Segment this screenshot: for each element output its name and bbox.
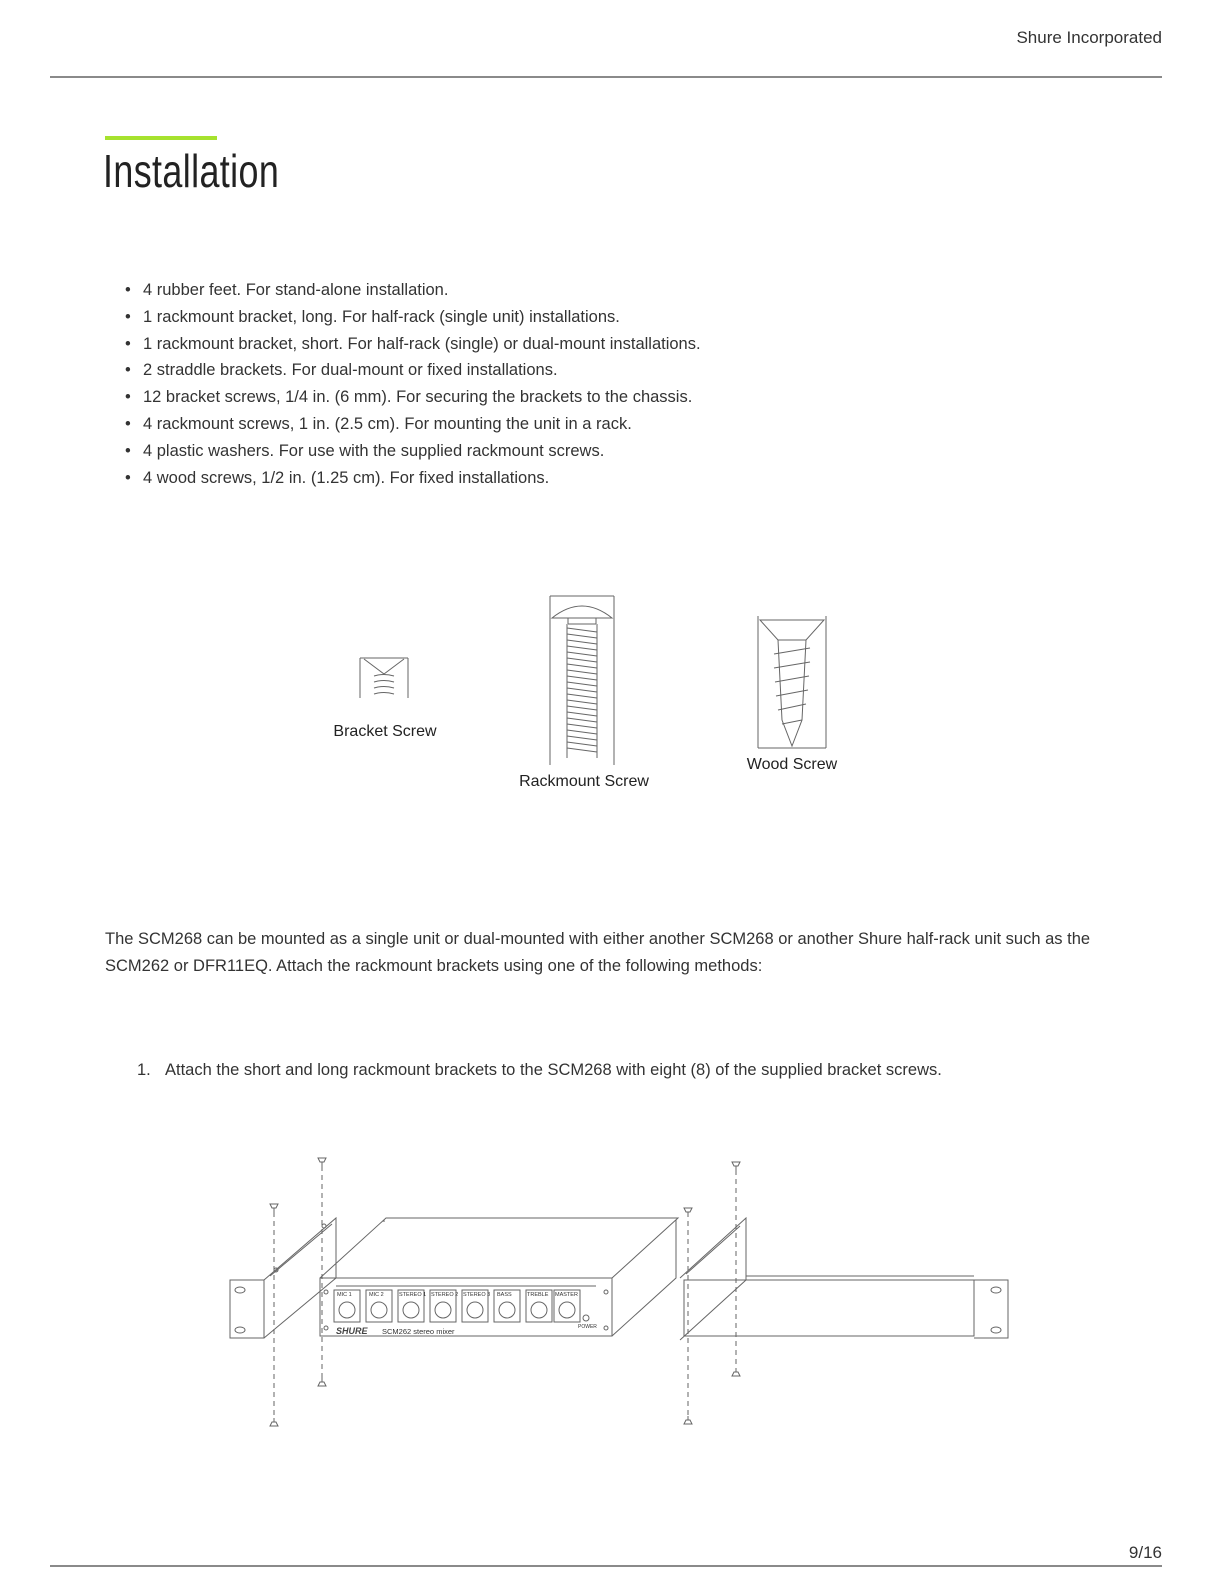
channel-labels [337,1292,578,1298]
channel-label: STEREO 2 [431,1292,459,1298]
page-number: 9/16 [1128,1543,1162,1562]
channel-label: STEREO 1 [399,1292,427,1298]
long-bracket-drawing [680,1218,1008,1340]
list-item: • 2 straddle brackets. For dual-mount or fixed installations. [125,359,701,386]
step-item [137,1059,942,1081]
company-name: Shure Incorporated [1016,28,1162,47]
screw-figure [320,590,860,800]
channel-label: MIC 1 [337,1292,352,1298]
list-item: • 4 wood screws, 1/2 in. (1.25 cm). For fixed installations. [125,467,701,494]
step-number: 1. [137,1061,151,1079]
brand-logo: SHURE [336,1326,368,1336]
list-item: • 1 rackmount bracket, short. For half-rack (single) or dual-mount installations. [125,333,701,360]
wood-screw-label: Wood Screw [746,756,838,773]
rack-bracket-figure [226,1150,1016,1435]
channel-label: MASTER [555,1292,578,1298]
power-label: POWER [578,1324,597,1330]
list-item: • 12 bracket screws, 1/4 in. (6 mm). For securing the brackets to the chassis. [125,386,701,413]
list-item: • 4 rubber feet. For stand-alone installation. [125,279,701,306]
channel-label: STEREO 3 [463,1292,491,1298]
channel-label: MIC 2 [369,1292,384,1298]
title-accent-bar [105,136,217,140]
step-text: Attach the short and long rackmount brackets to the SCM268 with eight (8) of the supplied bracket screws. [165,1061,942,1079]
list-item: • 4 plastic washers. For use with the supplied rackmount screws. [125,440,701,467]
list-item: • 4 rackmount screws, 1 in. (2.5 cm). For mounting the unit in a rack. [125,413,701,440]
channel-label: BASS [497,1292,512,1298]
channel-label: TREBLE [527,1292,549,1298]
steps-list [137,1059,942,1081]
list-item: • 1 rackmount bracket, long. For half-rack (single unit) installations. [125,306,701,333]
page-title: Installation [103,145,280,197]
parts-list [125,279,701,493]
rackmount-screw-drawing [550,596,614,765]
bracket-screw-drawing [360,658,408,698]
mounting-paragraph: The SCM268 can be mounted as a single unit or dual-mounted with either another SCM268 or another Shure half-rack unit such as the SCM262 or DFR11EQ. Attach the rackmount brackets using one of the following methods: [105,930,1091,975]
model-label: SCM262 stereo mixer [382,1327,455,1336]
rackmount-screw-label: Rackmount Screw [519,773,649,790]
wood-screw-drawing [758,616,826,748]
bracket-screw-label: Bracket Screw [333,723,437,740]
header-divider [50,76,1162,78]
mixer-chassis-drawing [320,1218,678,1336]
footer-divider [50,1565,1162,1567]
